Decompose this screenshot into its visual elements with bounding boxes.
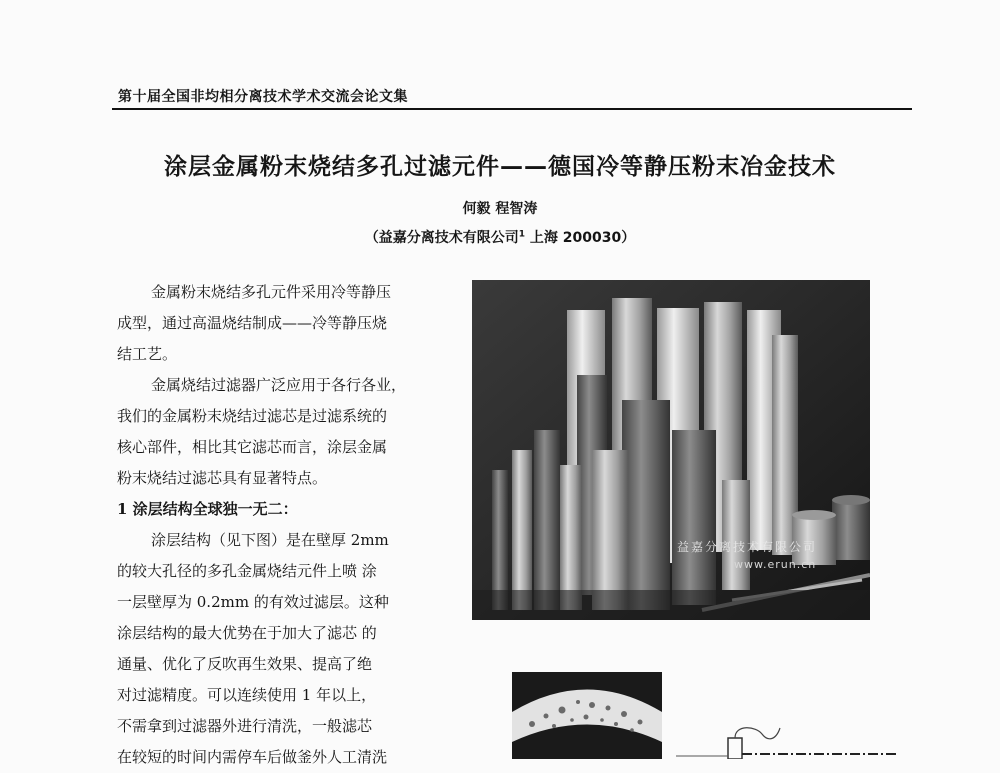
body-line: 通量、优化了反吹再生效果、提高了绝 bbox=[117, 655, 373, 673]
filter-structure-sketch bbox=[676, 720, 896, 759]
body-line: 粉末烧结过滤芯具有显著特点。 bbox=[117, 469, 328, 487]
body-text-column bbox=[117, 277, 453, 773]
body-line: 对过滤精度。可以连续使用 1 年以上， bbox=[117, 686, 377, 704]
paper-authors: 何毅 程智涛 bbox=[462, 201, 538, 217]
running-header: 第十届全国非均相分离技术学术交流会论文集 bbox=[118, 89, 408, 105]
filter-structure-diagram bbox=[676, 720, 896, 759]
body-line: 成型，通过高温烧结制成——冷等静压烧 bbox=[117, 314, 388, 332]
affiliation-mark: 1 bbox=[518, 229, 526, 240]
coating-micrograph-illustration bbox=[512, 672, 662, 759]
section-heading: 1 涂层结构全球独一无二： bbox=[117, 500, 298, 518]
affiliation-open: （益嘉分离技术有限公司 bbox=[364, 230, 519, 246]
body-line: 我们的金属粉末烧结过滤芯是过滤系统的 bbox=[117, 407, 388, 425]
body-line: 金属粉末烧结多孔元件采用冷等静压 bbox=[151, 283, 392, 301]
coating-micrograph bbox=[512, 672, 662, 759]
body-line: 的较大孔径的多孔金属烧结元件上喷 涂 bbox=[117, 562, 377, 580]
header-rule bbox=[112, 108, 912, 110]
body-line: 在较短的时间内需停车后做釜外人工清洗 bbox=[117, 748, 388, 766]
body-line: 一层壁厚为 0.2mm 的有效过滤层。这种 bbox=[117, 593, 389, 611]
paper-affiliation bbox=[0, 227, 1000, 247]
body-line: 不需拿到过滤器外进行清洗，一般滤芯 bbox=[117, 717, 373, 735]
body-line: 结工艺。 bbox=[117, 345, 178, 363]
body-line: 涂层结构（见下图）是在壁厚 2mm bbox=[151, 531, 389, 549]
paper-title: 涂层金属粉末烧结多孔过滤元件——德国冷等静压粉末冶金技术 bbox=[164, 154, 836, 180]
body-line: 金属烧结过滤器广泛应用于各行各业， bbox=[151, 376, 407, 394]
photo-watermark-company: 益嘉分离技术有限公司 bbox=[677, 540, 818, 554]
body-line: 核心部件，相比其它滤芯而言，涂层金属 bbox=[117, 438, 388, 456]
photo-watermark-url: www.erun.cn bbox=[734, 558, 817, 571]
filter-elements-photo bbox=[472, 280, 870, 620]
body-line: 涂层结构的最大优势在于加大了滤芯 的 bbox=[117, 624, 377, 642]
affiliation-close: 上海 200030） bbox=[525, 230, 636, 246]
